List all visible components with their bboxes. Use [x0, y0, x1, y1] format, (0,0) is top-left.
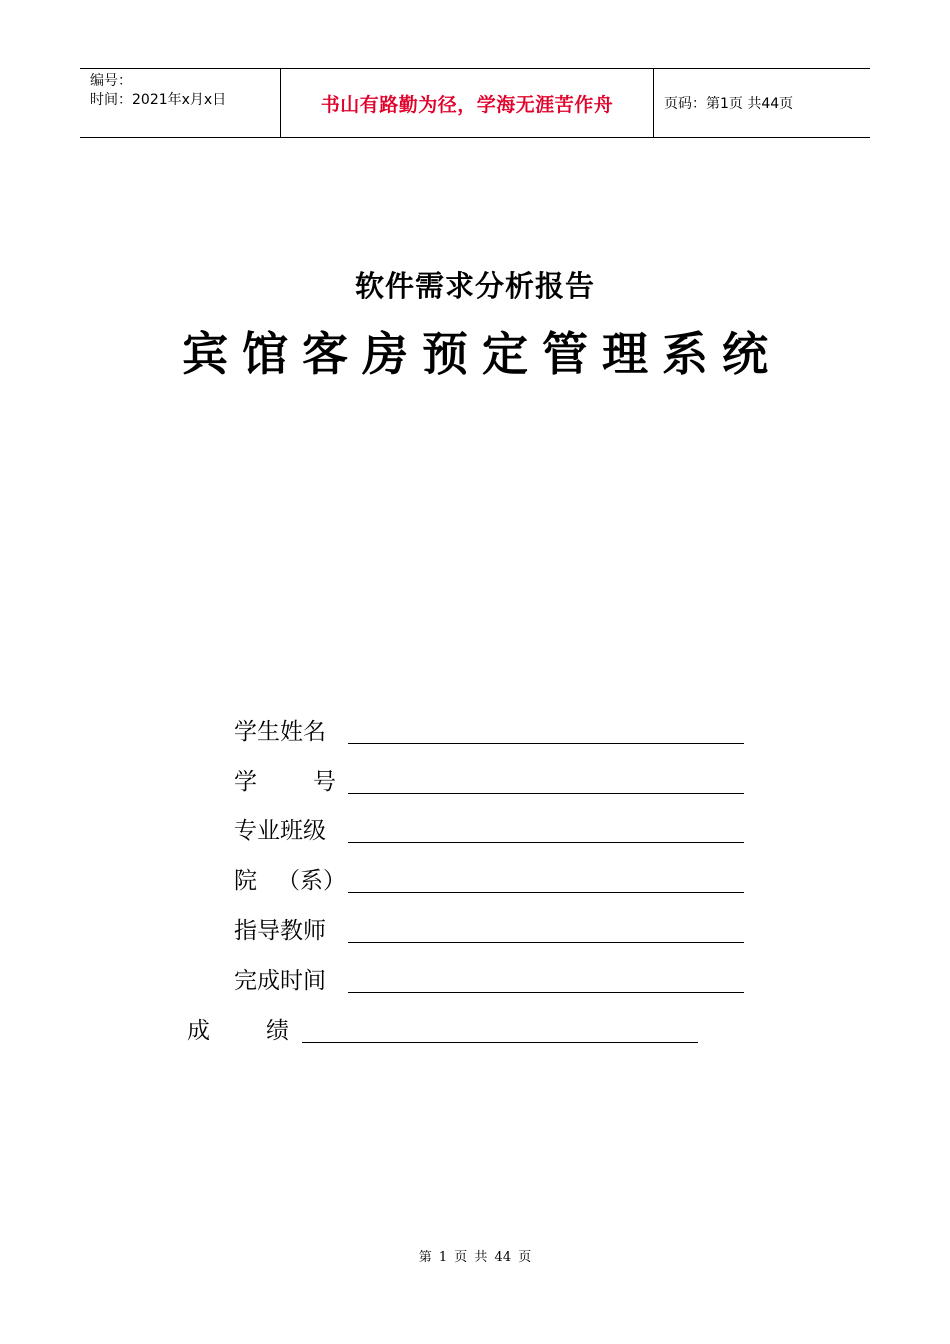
header-motto: 书山有路勤为径，学海无涯苦作舟 — [320, 93, 614, 116]
header-table — [80, 68, 870, 138]
field-student-name — [234, 717, 336, 747]
field-label-student-name: 学生姓名 — [234, 719, 326, 745]
document-number-label: 编号： — [90, 73, 132, 89]
field-label-department — [234, 866, 346, 896]
page-footer: 第 1 页 共 44 页 — [418, 1250, 532, 1265]
header-page-cell — [654, 69, 870, 137]
field-label-department-part2: （系） — [277, 868, 346, 894]
field-label-student-id — [234, 767, 336, 797]
field-label-grade-part1: 成 — [187, 1018, 210, 1044]
field-grade — [187, 1016, 289, 1046]
field-label-completion-time: 完成时间 — [234, 968, 326, 994]
field-line-grade — [302, 1042, 698, 1043]
header-page-info: 页码：第1页 共44页 — [664, 96, 794, 112]
field-label-student-id-part2: 号 — [313, 769, 336, 795]
field-label-student-id-part1: 学 — [234, 769, 257, 795]
field-advisor — [234, 916, 336, 946]
field-label-major-class: 专业班级 — [234, 818, 326, 844]
field-line-student-id — [348, 793, 744, 794]
field-line-student-name — [348, 743, 744, 744]
field-department — [234, 866, 346, 896]
field-label-grade — [187, 1016, 289, 1046]
field-label-department-part1: 院 — [234, 868, 257, 894]
system-name-title: 宾馆客房预定管理系统 — [182, 327, 782, 381]
field-student-id — [234, 767, 336, 797]
field-line-advisor — [348, 942, 744, 943]
report-type-title: 软件需求分析报告 — [354, 269, 595, 303]
field-completion-time — [234, 966, 336, 996]
header-motto-cell — [281, 69, 654, 137]
field-label-grade-part2: 绩 — [266, 1018, 289, 1044]
field-major-class — [234, 816, 336, 846]
field-label-advisor: 指导教师 — [234, 918, 326, 944]
field-line-department — [348, 892, 744, 893]
field-line-major-class — [348, 842, 744, 843]
header-meta-cell — [80, 69, 281, 137]
field-line-completion-time — [348, 992, 744, 993]
document-time-label: 时间：2021年x月x日 — [90, 92, 227, 108]
